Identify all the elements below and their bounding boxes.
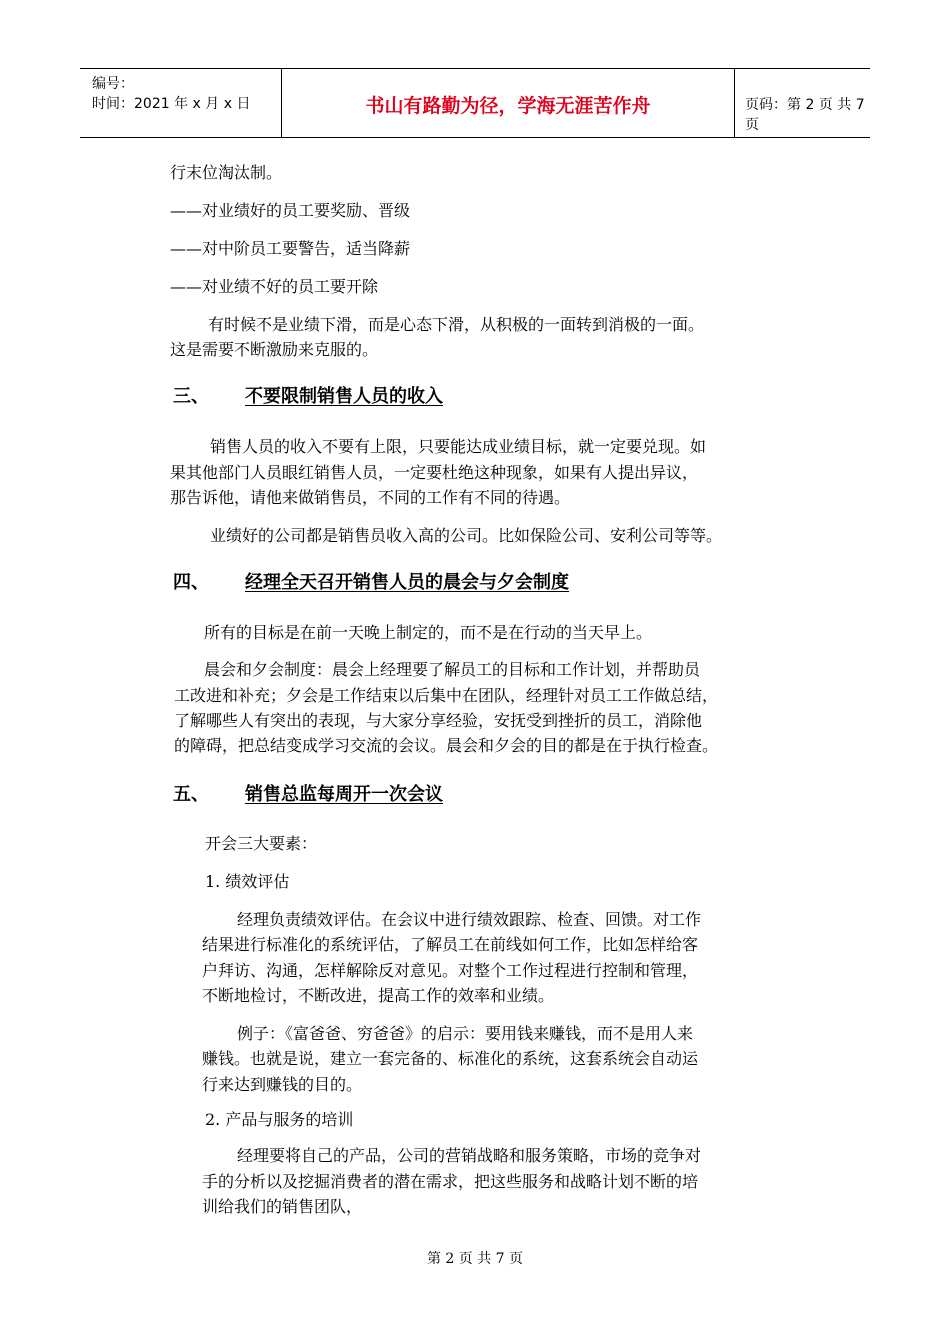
motto: 书山有路勤为径，学海无涯苦作舟 xyxy=(365,95,651,117)
section-heading-4 xyxy=(173,572,773,594)
paragraph-line: 有时候不是业绩下滑，而是心态下滑，从积极的一面转到消极的一面。 xyxy=(208,315,705,334)
section-title: 经理全天召开销售人员的晨会与夕会制度 xyxy=(245,572,569,593)
dash-item: ——对业绩不好的员工要开除 xyxy=(170,277,379,296)
paragraph-line: 例子：《富爸爸、穷爸爸》的启示：要用钱来赚钱，而不是用人来 xyxy=(237,1024,694,1043)
paragraph-line: 果其他部门人员眼红销售人员，一定要杜绝这种现象，如果有人提出异议， xyxy=(170,463,699,482)
paragraph-line: 这是需要不断激励来克服的。 xyxy=(170,340,379,359)
time-label: 时间：2021 年 x 月 x 日 xyxy=(92,96,251,112)
paragraph-line: 所有的目标是在前一天晚上制定的，而不是在行动的当天早上。 xyxy=(204,623,653,642)
paragraph-line: 的障碍，把总结变成学习交流的会议。晨会和夕会的目的都是在于执行检查。 xyxy=(174,736,719,755)
numbered-item: 2. 产品与服务的培训 xyxy=(205,1110,354,1129)
paragraph-line: 了解哪些人有突出的表现，与大家分享经验，安抚受到挫折的员工，消除他 xyxy=(174,711,703,730)
page-footer: 第 2 页 共 7 页 xyxy=(426,1251,524,1267)
section-number: 四、 xyxy=(173,572,209,593)
paragraph-line: 晨会和夕会制度：晨会上经理要了解员工的目标和工作计划，并帮助员 xyxy=(204,660,701,679)
section-title: 销售总监每周开一次会议 xyxy=(245,784,443,805)
section-heading-3 xyxy=(173,386,773,408)
paragraph-line: 经理要将自己的产品，公司的营销战略和服务策略，市场的竞争对 xyxy=(237,1146,702,1165)
paragraph-line: 开会三大要素： xyxy=(205,834,318,853)
paragraph-line: 那告诉他，请他来做销售员，不同的工作有不同的待遇。 xyxy=(170,488,571,507)
paragraph-line: 行末位淘汰制。 xyxy=(170,163,283,182)
paragraph-line: 经理负责绩效评估。在会议中进行绩效跟踪、检查、回馈。对工作 xyxy=(237,910,702,929)
header-mid-cell xyxy=(282,69,735,137)
paragraph-line: 结果进行标准化的系统评估，了解员工在前线如何工作，比如怎样给客 xyxy=(202,935,699,954)
paragraph-line: 赚钱。也就是说，建立一套完备的、标准化的系统，这套系统会自动运 xyxy=(202,1049,699,1068)
page-info: 页码：第 2 页 共 7 页 xyxy=(745,97,865,133)
paragraph-line: 手的分析以及挖掘消费者的潜在需求，把这些服务和战略计划不断的培 xyxy=(202,1172,699,1191)
paragraph-line: 工改进和补充；夕会是工作结束以后集中在团队，经理针对员工工作做总结， xyxy=(174,686,719,705)
paragraph-line: 销售人员的收入不要有上限，只要能达成业绩目标，就一定要兑现。如 xyxy=(210,437,707,456)
dash-item: ——对中阶员工要警告，适当降薪 xyxy=(170,239,411,258)
header-left-cell xyxy=(80,69,282,137)
section-heading-5 xyxy=(173,784,773,806)
paragraph-line: 户拜访、沟通，怎样解除反对意见。对整个工作过程进行控制和管理， xyxy=(202,961,699,980)
dash-item: ——对业绩好的员工要奖励、晋级 xyxy=(170,201,411,220)
number-label: 编号： xyxy=(92,76,134,92)
paragraph-line: 业绩好的公司都是销售员收入高的公司。比如保险公司、安利公司等等。 xyxy=(210,526,723,545)
section-title: 不要限制销售人员的收入 xyxy=(245,386,443,407)
section-number: 三、 xyxy=(173,386,209,407)
paragraph-line: 不断地检讨，不断改进，提高工作的效率和业绩。 xyxy=(202,986,555,1005)
paragraph-line: 训给我们的销售团队， xyxy=(202,1197,363,1216)
paragraph-line: 行来达到赚钱的目的。 xyxy=(202,1075,363,1094)
header-table xyxy=(80,68,870,138)
header-right-cell xyxy=(735,69,870,137)
section-number: 五、 xyxy=(173,784,209,805)
numbered-item: 1. 绩效评估 xyxy=(205,872,290,891)
